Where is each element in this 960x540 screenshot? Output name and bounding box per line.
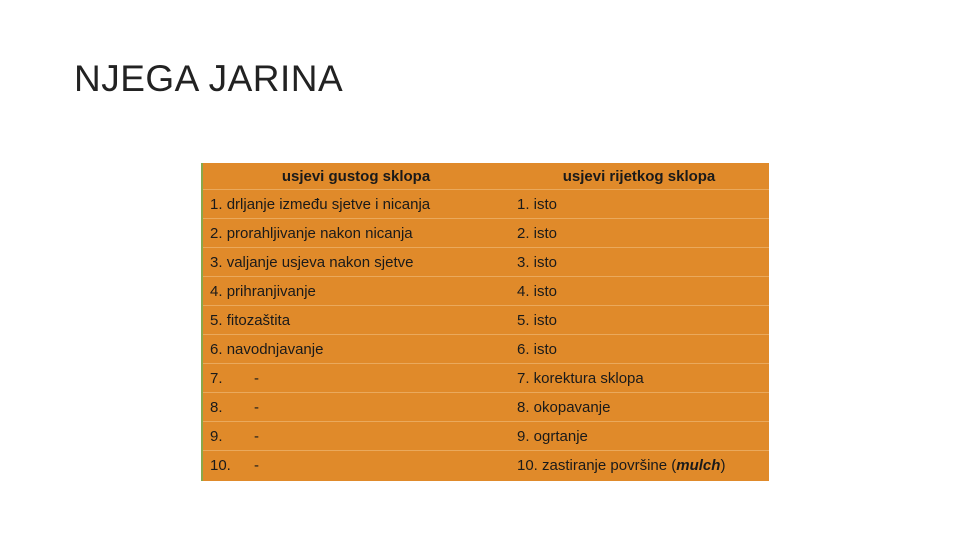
dense-crop-text: drljanje između sjetve i nicanja [226, 195, 431, 213]
dense-crop-text: - [254, 427, 259, 445]
dense-crop-text: prorahljivanje nakon nicanja [226, 224, 413, 242]
sparse-crop-cell: 9. ogrtanje [509, 422, 769, 451]
sparse-crop-text-suffix: ) [720, 456, 726, 474]
sparse-crop-cell: 5. isto [509, 306, 769, 335]
table-row [203, 277, 769, 306]
table-row [203, 306, 769, 335]
table-row [203, 422, 769, 451]
sparse-crop-cell: 2. isto [509, 219, 769, 248]
row-number: 10. [210, 456, 231, 474]
dense-crop-cell [203, 190, 509, 219]
slide-title: NJEGA JARINA [74, 58, 344, 99]
row-number: 5. [210, 311, 223, 329]
row-number: 4. [210, 282, 223, 300]
row-number: 7. [210, 369, 223, 387]
dense-crop-cell [203, 422, 509, 451]
dense-crop-cell [203, 364, 509, 393]
row-number: 6. [210, 340, 223, 358]
sparse-crop-cell [509, 451, 769, 480]
table-row [203, 219, 769, 248]
table-row [203, 190, 769, 219]
sparse-crop-cell: 3. isto [509, 248, 769, 277]
dense-crop-text: fitozaštita [226, 311, 291, 329]
row-number: 2. [210, 224, 223, 242]
table-header-row [203, 163, 769, 190]
mulch-term: mulch [676, 456, 721, 474]
dense-crop-cell [203, 335, 509, 364]
table-row [203, 335, 769, 364]
row-number: 1. [210, 195, 223, 213]
dense-crop-cell [203, 219, 509, 248]
sparse-crop-text: 10. zastiranje površine ( [517, 456, 677, 474]
care-table [203, 163, 769, 479]
table-row [203, 248, 769, 277]
table-row [203, 393, 769, 422]
dense-crop-text: - [254, 369, 259, 387]
dense-crop-cell [203, 248, 509, 277]
dense-crop-cell [203, 306, 509, 335]
row-number: 3. [210, 253, 223, 271]
dense-crop-cell [203, 451, 509, 480]
dense-crop-text: valjanje usjeva nakon sjetve [226, 253, 414, 271]
dense-crop-cell [203, 277, 509, 306]
header-sparse-crops: usjevi rijetkog sklopa [509, 163, 769, 190]
care-table-container [201, 163, 769, 481]
sparse-crop-cell: 6. isto [509, 335, 769, 364]
dense-crop-text: navodnjavanje [226, 340, 324, 358]
sparse-crop-cell: 1. isto [509, 190, 769, 219]
table-row [203, 364, 769, 393]
row-number: 9. [210, 427, 223, 445]
dense-crop-text: - [254, 398, 259, 416]
row-number: 8. [210, 398, 223, 416]
sparse-crop-cell: 7. korektura sklopa [509, 364, 769, 393]
table-row [203, 451, 769, 480]
dense-crop-text: - [254, 456, 259, 474]
sparse-crop-cell: 8. okopavanje [509, 393, 769, 422]
sparse-crop-cell: 4. isto [509, 277, 769, 306]
header-dense-crops: usjevi gustog sklopa [203, 163, 509, 190]
dense-crop-text: prihranjivanje [226, 282, 316, 300]
dense-crop-cell [203, 393, 509, 422]
